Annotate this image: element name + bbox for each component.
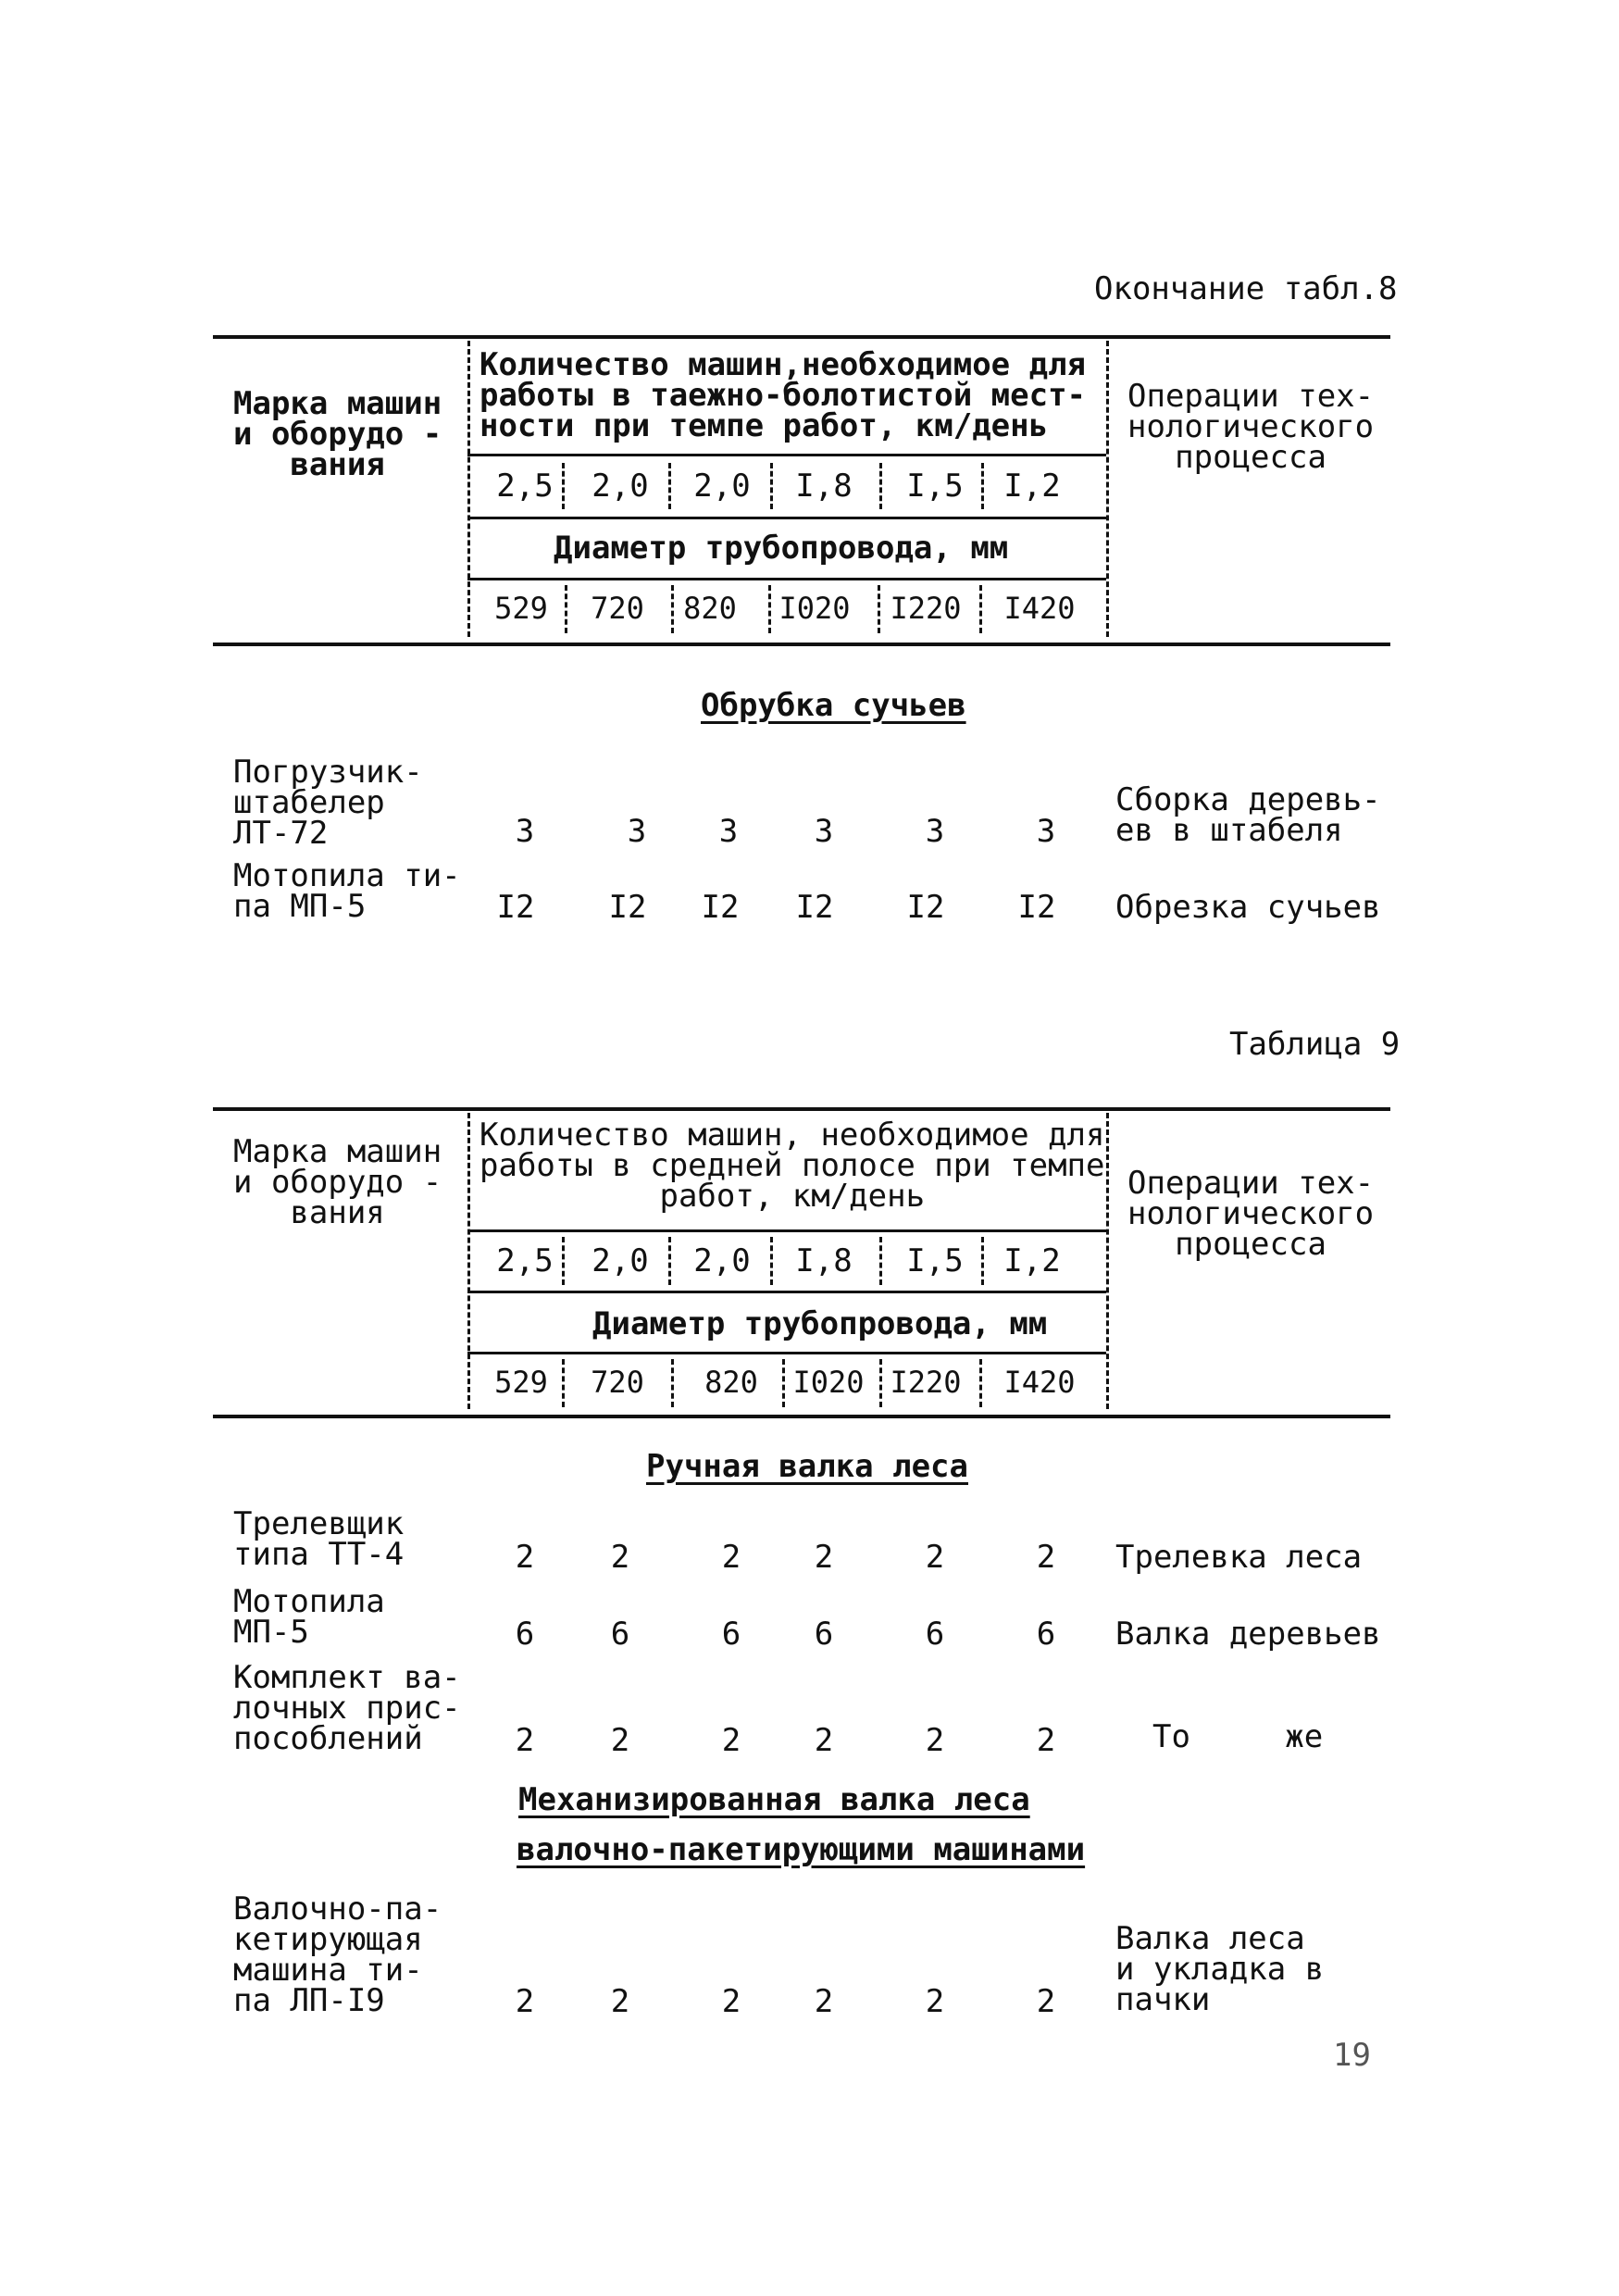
- row-value: 2: [515, 1722, 535, 1759]
- row-value: 2: [721, 1722, 741, 1759]
- table9-rate-sep: [981, 1237, 984, 1285]
- row-value: 6: [1036, 1616, 1056, 1653]
- table8-dia-sep: [768, 585, 771, 633]
- row-name: Погрузчик- штабелер ЛТ-72: [233, 754, 423, 852]
- table9-header-bottom-rule: [213, 1415, 1390, 1418]
- page-number: 19: [1333, 2037, 1371, 2074]
- table9-rate: 2,0: [693, 1242, 751, 1279]
- table8-qty-header: Количество машин,необходимое для работы в таежно-болотистой мест- ности при темпе работ, км/день: [479, 346, 1087, 444]
- table9-rate: I,2: [1003, 1242, 1061, 1279]
- table9-rate-sep: [562, 1237, 565, 1285]
- row-value: 2: [814, 1539, 834, 1576]
- row-value: 3: [814, 813, 834, 850]
- row-operation: Обрезка сучьев: [1115, 889, 1381, 926]
- row-value: 2: [1036, 1539, 1056, 1576]
- table8-rate: I,5: [906, 468, 964, 505]
- table9-right-border: [1106, 1113, 1109, 1409]
- table8-dia-sep: [979, 585, 982, 633]
- table9-qty-header: Количество машин, необходимое для работы в средней полосе при темпе работ, км/день: [479, 1117, 1105, 1215]
- table9-rates-divider: [467, 1291, 1106, 1293]
- table9-caption: Таблица 9: [1229, 1026, 1401, 1063]
- table9-ops-header: Операции тех- нологического процесса: [1127, 1165, 1375, 1263]
- row-value: 2: [721, 1539, 741, 1576]
- row-value: 6: [721, 1616, 741, 1653]
- table9-col1-header: Марка машин и оборудо - вания: [233, 1133, 442, 1231]
- table9-rate-sep: [770, 1237, 773, 1285]
- table9-rate: I,5: [906, 1242, 964, 1279]
- table8-dia-sep: [878, 585, 880, 633]
- row-value: I2: [795, 889, 834, 926]
- row-value: 6: [814, 1616, 834, 1653]
- table8-rate: 2,0: [693, 468, 751, 505]
- table8-diameter: 720: [591, 591, 644, 626]
- table9-rate: I,8: [795, 1242, 853, 1279]
- table8-rate-sep: [562, 463, 565, 509]
- table9-diameter: 820: [704, 1365, 758, 1400]
- table9-qty-divider: [467, 1229, 1106, 1232]
- table8-dia-sep: [671, 585, 674, 633]
- table9-section2-title-line2: валочно-пакетирующими машинами: [517, 1831, 1086, 1868]
- table8-top-rule: [213, 335, 1390, 339]
- table8-diameter-divider: [467, 578, 1106, 580]
- row-value: 2: [1036, 1983, 1056, 2020]
- table9-diameter: 529: [494, 1365, 548, 1400]
- row-value: 2: [515, 1983, 535, 2020]
- row-name: Комплект ва- лочных прис- пособлений: [233, 1659, 461, 1757]
- table8-rate-sep: [668, 463, 671, 509]
- table9-section2-title-line1: Механизированная валка леса: [518, 1781, 1030, 1818]
- row-operation: Трелевка леса: [1115, 1539, 1363, 1576]
- table9-rate-sep: [879, 1237, 882, 1285]
- row-value: 2: [814, 1722, 834, 1759]
- table9-rate: 2,5: [496, 1242, 554, 1279]
- row-value: 2: [925, 1722, 945, 1759]
- row-value: I2: [496, 889, 535, 926]
- table9-top-rule: [213, 1107, 1390, 1111]
- row-value: I2: [608, 889, 647, 926]
- table9-diameter: I220: [890, 1365, 962, 1400]
- table8-col1-header: Марка машин и оборудо - вания: [233, 385, 442, 483]
- row-value: 2: [925, 1983, 945, 2020]
- table8-ops-header: Операции тех- нологического процесса: [1127, 378, 1375, 476]
- row-value: 3: [925, 813, 945, 850]
- table8-rate-sep: [981, 463, 984, 509]
- table8-diameter: I220: [890, 591, 962, 626]
- row-operation: Валка деревьев: [1115, 1616, 1381, 1653]
- table8-diameter: I020: [778, 591, 851, 626]
- table8-rate: I,2: [1003, 468, 1061, 505]
- row-name: Мотопила ти- па МП-5: [233, 857, 461, 925]
- table8-diameter: I420: [1003, 591, 1076, 626]
- table9-diameter: 720: [591, 1365, 644, 1400]
- row-value: I2: [1017, 889, 1056, 926]
- table8-section-title: Обрубка сучьев: [701, 687, 966, 724]
- row-value: 6: [925, 1616, 945, 1653]
- table8-dia-sep: [565, 585, 567, 633]
- table8-rate-sep: [879, 463, 882, 509]
- table8-rates-divider: [467, 517, 1106, 519]
- table9-dia-sep: [979, 1359, 982, 1407]
- table9-left-border: [467, 1113, 470, 1409]
- table8-diameter: 820: [683, 591, 737, 626]
- table8-rate: 2,5: [496, 468, 554, 505]
- row-value: 3: [515, 813, 535, 850]
- table8-diameter: 529: [494, 591, 548, 626]
- table8-diameter-header: Диаметр трубопровода, мм: [554, 530, 1009, 567]
- row-value: 2: [515, 1539, 535, 1576]
- table8-caption: Окончание табл.8: [1094, 270, 1398, 307]
- table9-dia-sep: [562, 1359, 565, 1407]
- row-name: Валочно-па- кетирующая машина ти- па ЛП-I9: [233, 1890, 442, 2019]
- table9-dia-sep: [879, 1359, 882, 1407]
- table9-dia-sep: [782, 1359, 785, 1407]
- row-operation: То же: [1152, 1718, 1324, 1755]
- row-value: 3: [627, 813, 647, 850]
- row-name: Трелевщик типа ТТ-4: [233, 1505, 405, 1573]
- table9-section1-title: Ручная валка леса: [646, 1448, 968, 1485]
- table9-diameter: I420: [1003, 1365, 1076, 1400]
- row-value: 6: [515, 1616, 535, 1653]
- table8-right-border: [1106, 341, 1109, 637]
- table9-diameter: I020: [792, 1365, 865, 1400]
- row-value: 6: [610, 1616, 630, 1653]
- table9-diameter-divider: [467, 1352, 1106, 1354]
- row-value: 3: [1036, 813, 1056, 850]
- table9-rate-sep: [668, 1237, 671, 1285]
- row-value: 2: [610, 1983, 630, 2020]
- row-value: 2: [814, 1983, 834, 2020]
- row-value: 2: [1036, 1722, 1056, 1759]
- row-name: Мотопила МП-5: [233, 1583, 385, 1651]
- row-value: I2: [906, 889, 945, 926]
- row-value: 2: [925, 1539, 945, 1576]
- row-value: 2: [610, 1722, 630, 1759]
- row-operation: Сборка деревь- ев в штабеля: [1115, 781, 1381, 849]
- table8-rate: I,8: [795, 468, 853, 505]
- table8-rate-sep: [770, 463, 773, 509]
- table8-rate: 2,0: [592, 468, 649, 505]
- table8-qty-divider: [467, 454, 1106, 456]
- table8-left-border: [467, 341, 470, 637]
- row-value: 2: [721, 1983, 741, 2020]
- table9-diameter-header: Диаметр трубопровода, мм: [592, 1305, 1048, 1342]
- row-value: I2: [701, 889, 740, 926]
- row-value: 2: [610, 1539, 630, 1576]
- table9-dia-sep: [671, 1359, 674, 1407]
- row-value: 3: [718, 813, 739, 850]
- row-operation: Валка леса и укладка в пачки: [1115, 1920, 1325, 2018]
- table9-rate: 2,0: [592, 1242, 649, 1279]
- table8-header-bottom-rule: [213, 643, 1390, 646]
